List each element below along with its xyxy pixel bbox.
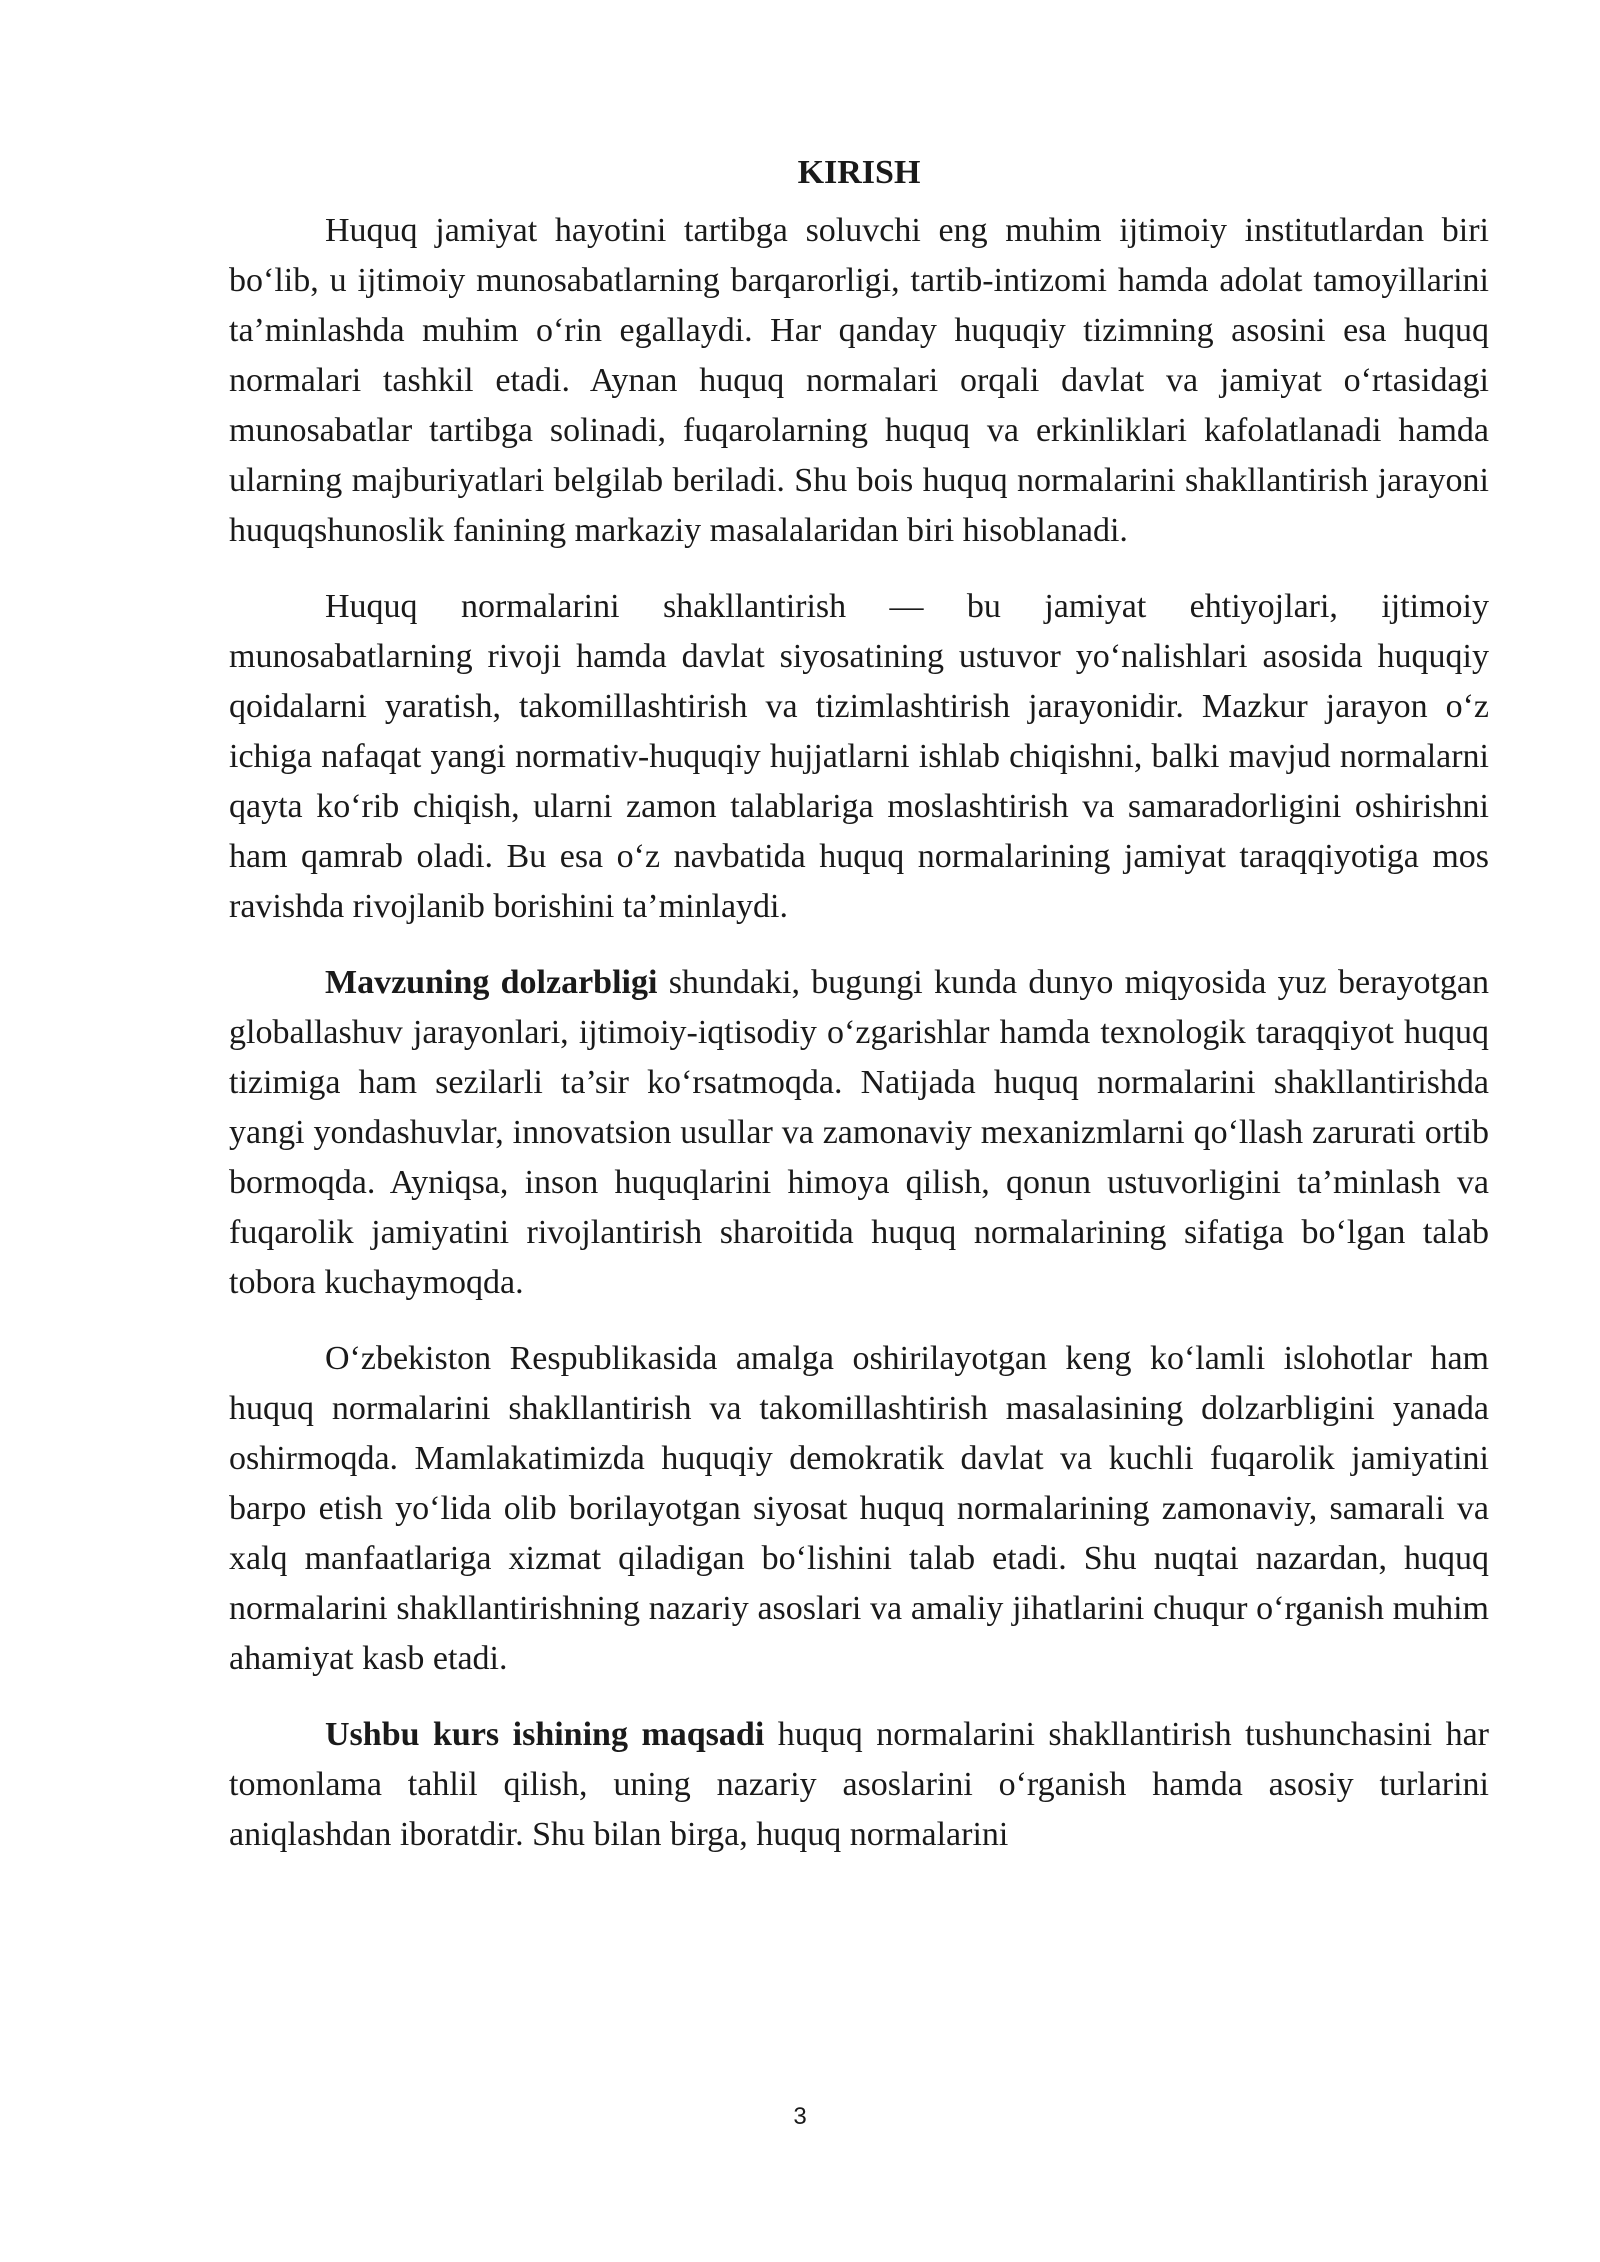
paragraph-bold-lead: Ushbu kurs ishining maqsadi <box>325 1716 765 1753</box>
paragraph-1 <box>229 206 1489 556</box>
paragraph-text: Huquq normalarini shakllantirish — bu jamiyat ehtiyojlari, ijtimoiy munosabatlarning rivoji hamda davlat siyosatining ustuvor yo‘nalishlari asosida huquqiy qoidalarni yaratish, takomillashtirish va tizimlashtirish jarayonidir. Mazkur jarayon o‘z ichiga nafaqat yangi normativ-huquqiy hujjatlarni ishlab chiqishni, balki mavjud normalarni qayta ko‘rib chiqish, ularni zamon talablariga moslashtirish va samaradorligini oshirishni ham qamrab oladi. Bu esa o‘z navbatida huquq normalarining jamiyat taraqqiyotiga mos ravishda rivojlanib borishini ta’minlaydi. <box>229 588 1489 925</box>
paragraph-bold-lead: Mavzuning dolzarbligi <box>325 964 658 1001</box>
paragraph-text: O‘zbekiston Respublikasida amalga oshirilayotgan keng ko‘lamli islohotlar ham huquq normalarini shakllantirish va takomillashtirish masalasining dolzarbligini yanada oshirmoqda. Mamlakatimizda huquqiy demokratik davlat va kuchli fuqarolik jamiyatini barpo etish yo‘lida olib borilayotgan siyosat huquq normalarining zamonaviy, samarali va xalq manfaatlariga xizmat qiladigan bo‘lishini talab etadi. Shu nuqtai nazardan, huquq normalarini shakllantirishning nazariy asoslari va amaliy jihatlarini chuqur o‘rganish muhim ahamiyat kasb etadi. <box>229 1340 1489 1677</box>
page-number: 3 <box>793 2103 807 2130</box>
paragraph-5 <box>229 1710 1489 1860</box>
paragraph-3 <box>229 958 1489 1308</box>
paragraph-text: Huquq jamiyat hayotini tartibga soluvchi eng muhim ijtimoiy institutlardan biri bo‘lib, u ijtimoiy munosabatlarning barqarorligi, tartib-intizomi hamda adolat tamoyillarini ta’minlashda muhim o‘rin egallaydi. Har qanday huquqiy tizimning asosini esa huquq normalari tashkil etadi. Aynan huquq normalari orqali davlat va jamiyat o‘rtasidagi munosabatlar tartibga solinadi, fuqarolarning huquq va erkinliklari kafolatlanadi hamda ularning majburiyatlari belgilab beriladi. Shu bois huquq normalarini shakllantirish jarayoni huquqshunoslik fanining markaziy masalalaridan biri hisoblanadi. <box>229 212 1489 549</box>
paragraph-4 <box>229 1334 1489 1684</box>
paragraph-text: huquq normalarini shakllantirish tushunchasini har tomonlama tahlil qilish, uning nazariy asoslarini o‘rganish hamda asosiy turlarini aniqlashdan iboratdir. Shu bilan birga, huquq normalarini <box>229 1716 1489 1853</box>
paragraph-2 <box>229 582 1489 932</box>
page-title: KIRISH <box>797 154 921 191</box>
paragraph-text: shundaki, bugungi kunda dunyo miqyosida yuz berayotgan globallashuv jarayonlari, ijtimoiy-iqtisodiy o‘zgarishlar hamda texnologik taraqqiyot huquq tizimiga ham sezilarli ta’sir ko‘rsatmoqda. Natijada huquq normalarini shakllantirishda yangi yondashuvlar, innovatsion usullar va zamonaviy mexanizmlarni qo‘llash zarurati ortib bormoqda. Ayniqsa, inson huquqlarini himoya qilish, qonun ustuvorligini ta’minlash va fuqarolik jamiyatini rivojlantirish sharoitida huquq normalarining sifatiga bo‘lgan talab tobora kuchaymoqda. <box>229 964 1489 1301</box>
page-content <box>229 148 1489 1886</box>
